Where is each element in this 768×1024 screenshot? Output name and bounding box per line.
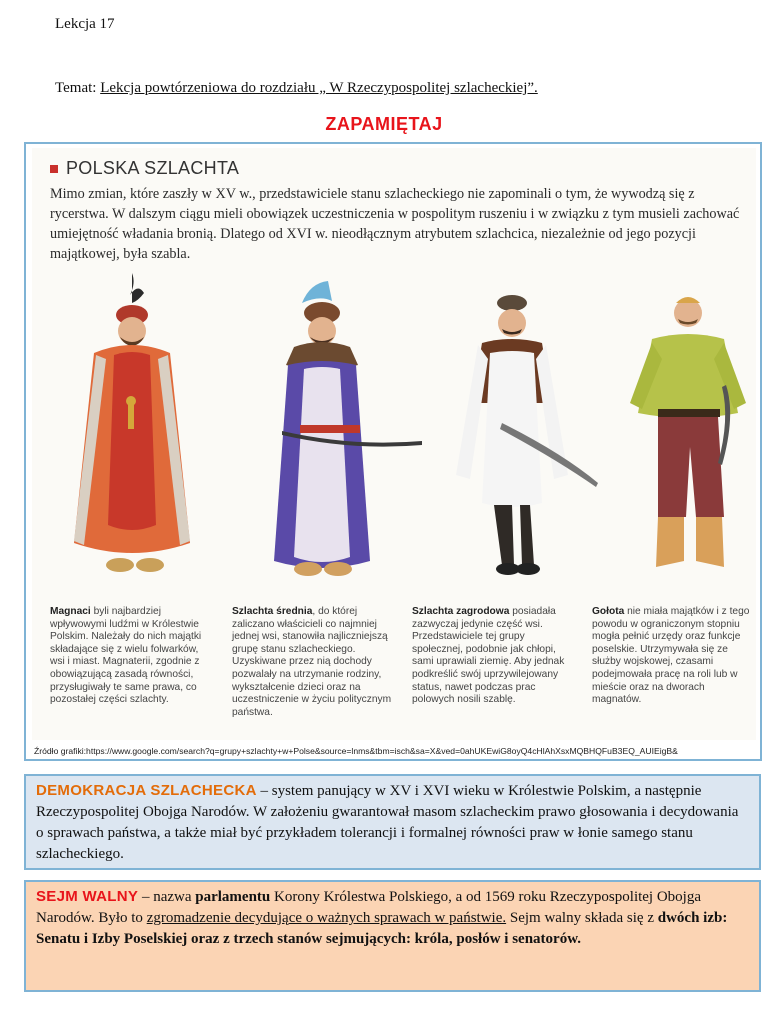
caption-magnates-term: Magnaci: [50, 606, 91, 617]
sejm-bold-chambers: dwóch izb: Senatu i Izby Poselskiej oraz z trzech stanów sejmujących: króla, posłów i senatorów.: [36, 910, 728, 947]
caption-yeoman-nobility: [412, 606, 572, 707]
caption-yeoman-nobility-text: posiadała zazwyczaj jedynie część wsi. Przedstawiciele tej grupy społecznej, podobnie jak chłopi, sami uprawiali ziemię. Aby jednak podkreślić swój uprzywilejowany status, nawet podczas prac polowych nosili szablę.: [412, 606, 565, 706]
scan-title-text: POLSKA SZLACHTA: [66, 158, 240, 178]
bullet-square-icon: [50, 165, 58, 173]
caption-golota-text: nie miała majątków i z tego powodu w ograniczonym stopniu mogła pełnić urzędy oraz funkcje poselskie. Utrzymywała się ze służby wojskowej, czasami podejmowała pracę na roli lub w mieście oraz na dworach magnatów.: [592, 606, 750, 706]
sejm-underlined-assembly: zgromadzenie decydujące o ważnych sprawach w państwie.: [146, 910, 507, 926]
remember-heading: ZAPAMIĘTAJ: [325, 114, 443, 134]
caption-middle-nobility-term: Szlachta średnia: [232, 606, 313, 617]
textbook-scan-frame: [24, 142, 762, 761]
definition-box-democracy: [24, 774, 761, 870]
sejm-text-3: Sejm walny składa się z: [506, 910, 658, 926]
yeoman-noble-figure: [456, 295, 598, 575]
middle-noble-figure: [274, 281, 422, 576]
topic-title: Lekcja powtórzeniowa do rozdziału „ W Rzeczypospolitej szlacheckiej”.: [100, 80, 538, 96]
democracy-term: DEMOKRACJA SZLACHECKA: [36, 782, 257, 799]
noblemen-illustration: [32, 273, 756, 603]
landless-noble-figure: [630, 297, 746, 567]
scan-intro-text: Mimo zmian, które zaszły w XV w., przedstawiciele stanu szlacheckiego nie zapominali o tym, że wywodzą się z rycerstwa. W dalszym ciągu mieli obowiązek uczestniczenia w pospolitym ruszeniu i w związku z tym musieli zachować umiejętność władania bronią. Dlatego od XVI w. nieodłącznym atrybutem szlachcica, niezależnie od jego pozycji majątkowej, była szabla.: [50, 186, 740, 262]
caption-golota: [592, 606, 752, 707]
sejm-bold-parliament: parlamentu: [195, 889, 271, 905]
caption-middle-nobility-text: , do której zaliczano właścicieli co najmniej jednej wsi, stanowiła najliczniejszą grupę stanu szlacheckiego. Uzyskiwane przez nią dochody pozwalały na utrzymanie rodziny, wykształcenie dzieci oraz na uczestniczenie w życiu politycznym państwa.: [232, 606, 392, 718]
sejm-term: SEJM WALNY: [36, 888, 139, 905]
textbook-scan: [32, 148, 756, 740]
magnate-figure: [74, 273, 190, 572]
image-source-line: Źródło grafiki:https://www.google.com/search?q=grupy+szlachty+w+Polse&source=lnms&tbm=isch&sa=X&ved=0ahUKEwiG8oyQ4cHlAhXsxMQBHQFuB3EQ_AUIEigB&: [34, 746, 678, 756]
sejm-text-2: Korony Królestwa Polskiego, a od 1569 roku Rzeczypospolitej Obojga Narodów. Było to: [36, 889, 702, 926]
definition-box-sejm: [24, 880, 761, 992]
topic-prefix: Temat:: [55, 80, 101, 96]
democracy-definition: – system panujący w XV i XVI wieku w Królestwie Polskim, a następnie Rzeczypospolitej Obojga Narodów. W założeniu gwarantował masom szlacheckim prawo głosowania i decydowania o sprawach państwa, a także miał być przykładem tolerancji i formalnej równości praw w łonie samego stanu szlacheckiego.: [36, 783, 739, 862]
caption-magnates-text: byli najbardziej wpływowymi ludźmi w Królestwie Polskim. Należały do nich majątki składające się z wielu folwarków, wsi i miast. Magnaterii, zgodnie z obowiązującą zasadą równości, przysługiwały te same prawa, co pozostałej części szlachty.: [50, 606, 202, 706]
sejm-text-1: – nazwa: [138, 889, 196, 905]
caption-yeoman-nobility-term: Szlachta zagrodowa: [412, 606, 510, 617]
scan-title: [50, 158, 239, 179]
caption-golota-term: Gołota: [592, 606, 625, 617]
lesson-topic: [55, 80, 538, 97]
caption-magnates: [50, 606, 210, 707]
lesson-number: Lekcja 17: [55, 16, 115, 32]
caption-middle-nobility: [232, 606, 392, 719]
